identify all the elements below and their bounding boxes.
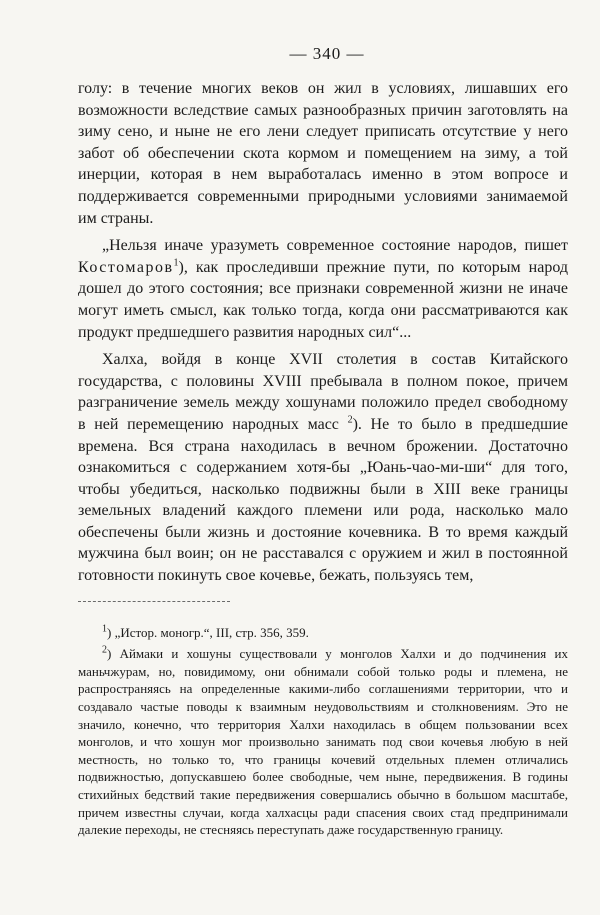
paragraph-2-text-b: ), как проследивши прежние пути, по которым народ дошел до этого состояния; все признаки современной жизни не иначе могут иметь смысл, как только тогда, когда они рассматриваются как продукт предшедшего развития народных сил“...: [78, 258, 568, 341]
paragraph-3-text-b: ). Не то было в предшедшие времена. Вся страна находилась в вечном брожении. Достаточно ознакомиться с содержанием хотя-бы „Юань-чао-ми-ши“ для того, чтобы убедиться, насколько подвижны были в XIII веке границы земельных владений каждого племени или рода, насколько мало обеспечены были жизнь и достояние кочевника. В то время каждый мужчина был воин; он не расставался с оружием и жил в постоянной готовности покинуть свое кочевье, бежать, пользуясь тем,: [78, 415, 569, 585]
footnote-2-text: ) Аймаки и хошуны существовали у монголов Халхи и до подчинения их маньчжурам, но, повидимому, они обнимали собой только роды и племена, не распространяясь на определенные какими-либо соглашениями территории, что и создавало частые поводы к взаимным неудовольствиям и столкновениям. Это не значило, конечно, что территория Халхи находилась в общем пользовании всех монголов, и что хошун мог произвольно занимать под свои кочевья любую в ней местность, но только то, что границы кочевий отдельных племен отличались подвижностью, допускавшею более свободные, чем ныне, передвижения. В годины стихийных бедствий такие передвижения совершались обычно в большом масштабе, причем известны случаи, когда халхасцы ради спасения своих стад предпринимали далекие переходы, не стесняясь переступать даже государственную границу.: [78, 646, 568, 838]
paragraph-2: [78, 235, 568, 343]
footnotes: [78, 624, 568, 839]
footnote-1: [78, 624, 568, 642]
footnote-ref-2[interactable]: 2: [347, 414, 353, 426]
author-name: Костомаров: [78, 258, 174, 276]
footnote-1-text: ) „Истор. моногр.“, III, стр. 356, 359.: [107, 624, 309, 640]
paragraph-3: [78, 349, 568, 587]
paragraph-1-text: голу: в течение многих веков он жил в условиях, лишавших его возможности вследствие самых разнообразных причин заготовлять на зиму сено, и ныне не его лени следует приписать отсутствие у него забот об обеспечении скота кормом и помещением на зиму, а той инерции, которая в нем выработалась именно в этом вопросе и поддерживается современными природными условиями занимаемой им страны.: [78, 80, 568, 227]
paragraph-1: [78, 78, 568, 229]
paragraph-2-text-a: „Нельзя иначе уразуметь современное состояние народов, пишет: [102, 237, 568, 255]
footnote-2: [78, 645, 568, 839]
footnote-separator: [78, 601, 230, 602]
paragraph-3-text-a: Халха, войдя в конце XVII столетия в состав Китайского государства, с половины XVIII пребывала в полном покое, причем разграничение земель между хошунами положило предел свободному в ней перемещению народных масс: [78, 351, 568, 433]
page-number: — 340 —: [289, 44, 365, 63]
footnote-2-marker: 2: [102, 644, 107, 656]
main-text: [78, 78, 568, 587]
footnote-1-marker: 1: [102, 623, 107, 635]
footnote-ref-1[interactable]: 1: [173, 257, 179, 269]
